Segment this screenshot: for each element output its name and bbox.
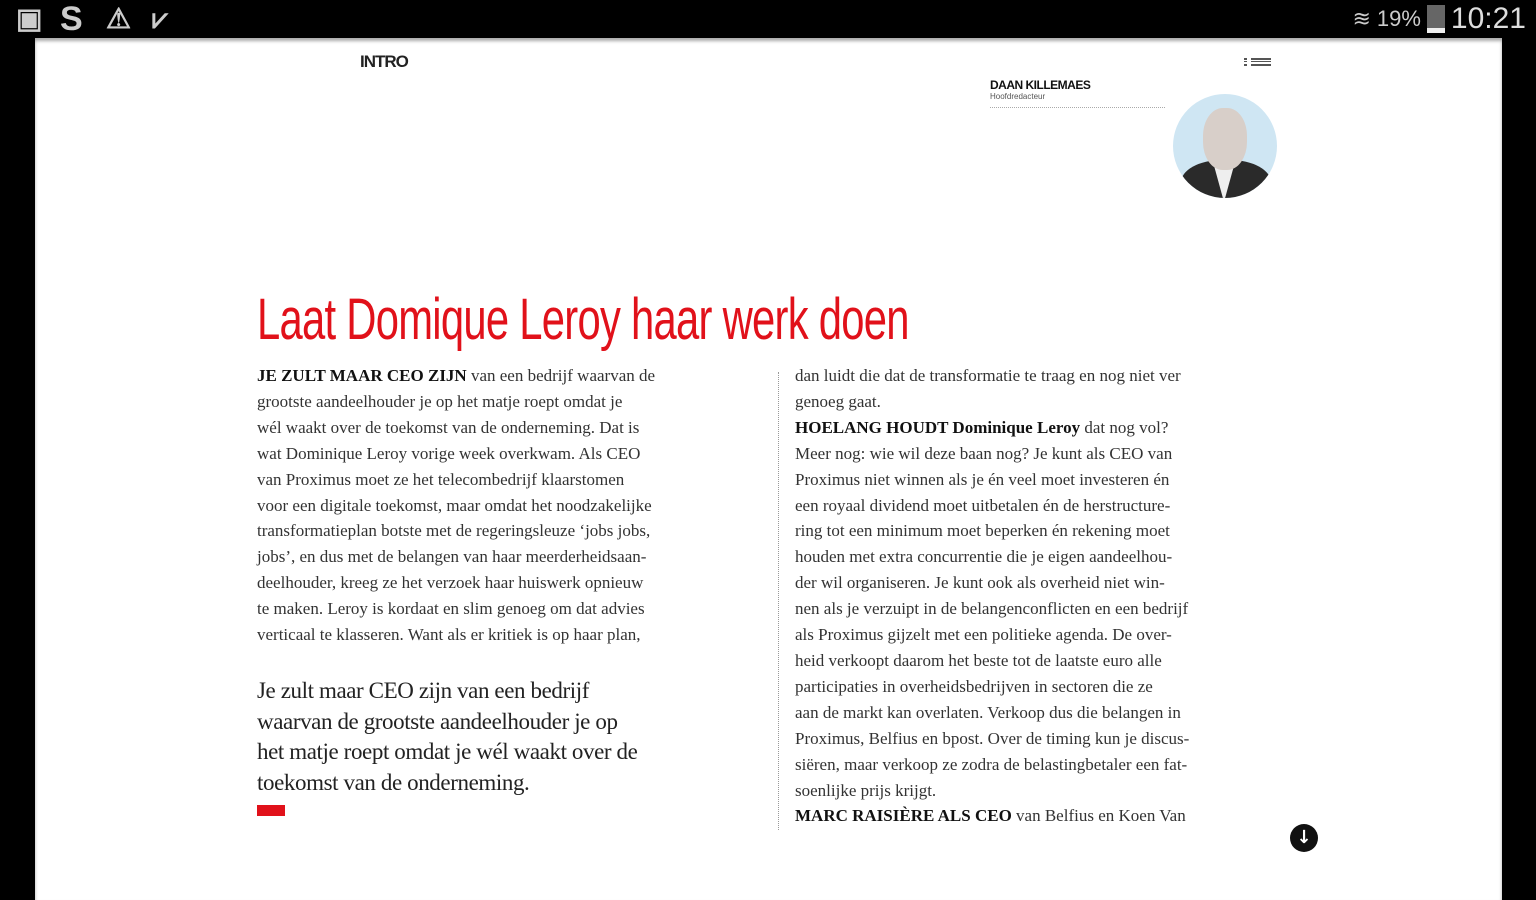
text-line xyxy=(795,415,1189,441)
line-text: verticaal te klasseren. Want als er kritiek is op haar plan, xyxy=(257,625,641,645)
article-title: Laat Domique Leroy haar werk doen xyxy=(257,287,909,352)
quote-line: het matje roept omdat je wél waakt over de xyxy=(257,739,638,764)
line-text: Proximus niet winnen als je én veel moet investeren én xyxy=(795,469,1170,489)
line-text: ring tot een minimum moet beperken én rekening moet xyxy=(795,521,1170,541)
text-line xyxy=(257,493,655,519)
text-line xyxy=(795,363,1189,389)
text-line xyxy=(257,363,655,389)
article-column-1 xyxy=(257,363,655,648)
lead-in: JE ZULT MAAR CEO ZIJN xyxy=(257,366,467,385)
text-line xyxy=(795,803,1189,829)
line-text: participaties in overheidsbedrijven in sectoren die ze xyxy=(795,676,1153,696)
lead-in: MARC RAISIÈRE ALS CEO xyxy=(795,806,1012,826)
quote-line: toekomst van de onderneming. xyxy=(257,769,530,795)
line-text: grootste aandeelhouder je op het matje roept omdat je xyxy=(257,391,623,411)
text-line xyxy=(257,596,655,622)
text-line xyxy=(257,518,655,544)
line-text: Meer nog: wie wil deze baan nog? Je kunt als CEO van xyxy=(795,443,1173,463)
text-line xyxy=(795,389,1189,415)
line-text: van een bedrijf waarvan de xyxy=(466,366,656,385)
quote-line: Je zult maar CEO zijn van een bedrijf xyxy=(257,678,589,703)
quote-accent-bar xyxy=(257,805,285,816)
text-line xyxy=(795,493,1189,519)
text-line xyxy=(795,467,1189,493)
line-text: te maken. Leroy is kordaat en slim genoeg om dat advies xyxy=(257,599,645,619)
text-line xyxy=(795,648,1189,674)
battery-percent: 19% xyxy=(1376,6,1421,31)
magazine-page[interactable] xyxy=(35,38,1502,900)
line-text: aan de markt kan overlaten. Verkoop dus die belangen in xyxy=(795,702,1181,722)
text-line xyxy=(795,544,1189,570)
text-line xyxy=(795,726,1189,752)
column-divider xyxy=(778,372,779,830)
section-label: INTRO xyxy=(360,52,408,71)
line-text: siëren, maar verkoop ze zodra de belastingbetaler een fat- xyxy=(795,754,1188,774)
text-line xyxy=(257,570,655,596)
menu-icon[interactable] xyxy=(1244,58,1271,66)
screenshot-icon: ▣ xyxy=(16,3,43,34)
battery-icon xyxy=(1427,5,1445,33)
line-text: soenlijke prijs krijgt. xyxy=(795,780,937,800)
line-text: een royaal dividend moet uitbetalen én de herstructure- xyxy=(795,495,1171,515)
warning-icon: ⚠ xyxy=(106,3,132,34)
line-text: heid verkoopt daarom het beste tot de laatste euro alle xyxy=(795,650,1162,670)
pull-quote xyxy=(257,676,637,798)
clock: 10:21 xyxy=(1450,2,1526,35)
text-line xyxy=(795,518,1189,544)
status-bar xyxy=(0,0,1536,38)
author-photo xyxy=(1173,94,1277,198)
article-column-2 xyxy=(795,363,1189,829)
download-icon[interactable]: ↓ xyxy=(1290,824,1318,852)
text-line xyxy=(795,752,1189,778)
line-text: jobs’, en dus met de belangen van haar meerderheidsaan- xyxy=(257,547,647,567)
download-done-icon: ⩗ xyxy=(152,3,168,34)
text-line xyxy=(257,467,655,493)
author-byline xyxy=(990,78,1165,108)
line-text: wél waakt over de toekomst van de onderneming. Dat is xyxy=(257,417,640,437)
text-line xyxy=(795,700,1189,726)
text-line xyxy=(257,544,655,570)
lead-in: HOELANG HOUDT Dominique Leroy xyxy=(795,417,1081,437)
line-text: der wil organiseren. Je kunt ook als overheid niet win- xyxy=(795,573,1165,593)
line-text: Proximus, Belfius en bpost. Over de timing kun je discus- xyxy=(795,728,1190,748)
line-text: voor een digitale toekomst, maar omdat het noodzakelijke xyxy=(257,495,652,515)
text-line xyxy=(795,674,1189,700)
text-line xyxy=(257,441,655,467)
line-text: transformatieplan botste met de regeringsleuze ‘jobs jobs, xyxy=(257,521,651,541)
quote-line: waarvan de grootste aandeelhouder je op xyxy=(257,708,618,734)
author-name: DAAN KILLEMAES xyxy=(990,78,1091,92)
text-line xyxy=(795,622,1189,648)
line-text: genoeg gaat. xyxy=(795,391,881,411)
text-line xyxy=(257,389,655,415)
text-line xyxy=(795,778,1189,804)
text-line xyxy=(257,415,655,441)
line-text: deelhouder, kreeg ze het verzoek haar huiswerk opnieuw xyxy=(257,573,644,593)
line-text: dat nog vol? xyxy=(1080,417,1169,437)
text-line xyxy=(795,570,1189,596)
text-line xyxy=(257,622,655,648)
s-icon: S xyxy=(60,0,83,38)
line-text: als Proximus gijzelt met een politieke agenda. De over- xyxy=(795,625,1172,645)
line-text: van Belfius en Koen Van xyxy=(1011,806,1186,826)
line-text: houden met extra concurrentie die je eigen aandeelhou- xyxy=(795,547,1173,567)
line-text: van Proximus moet ze het telecombedrijf klaarstomen xyxy=(257,469,625,489)
line-text: wat Dominique Leroy vorige week overkwam. Als CEO xyxy=(257,443,641,463)
line-text: nen als je verzuipt in de belangenconflicten en een bedrijf xyxy=(795,599,1189,619)
text-line xyxy=(795,596,1189,622)
text-line xyxy=(795,441,1189,467)
wifi-icon: ≋ xyxy=(1352,6,1371,31)
author-role: Hoofdredacteur xyxy=(990,92,1046,101)
line-text: dan luidt die dat de transformatie te traag en nog niet ver xyxy=(795,366,1181,385)
